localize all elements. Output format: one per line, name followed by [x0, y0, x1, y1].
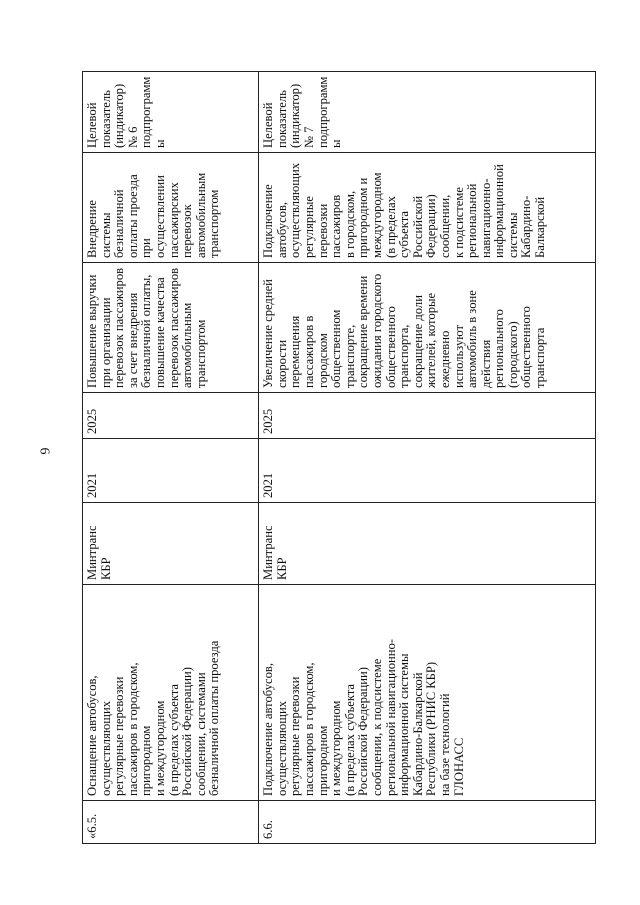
- row-number: «6.5.: [83, 801, 259, 844]
- start-year-cell: 2021: [83, 439, 259, 503]
- consequence-cell: Подключение автобусов, осуществляющих регулярные перевозки пассажиров в городском, пригородном и междугородном (в пределах субъекта Российской Федерации) сообщении, к подсистеме региональной навигационно- информационной системы Кабардино- Балкарской: [259, 153, 596, 263]
- indicator-link-cell: Целевой показатель (индикатор) № 7 подпрограммы: [259, 72, 596, 153]
- executor-cell: Минтранс КБР: [83, 503, 259, 585]
- measures-table: [82, 71, 596, 844]
- indicator-link-cell: Целевой показатель (индикатор) № 6 подпрограммы: [83, 72, 259, 153]
- executor-cell: Минтранс КБР: [259, 503, 596, 585]
- page-number: 6: [36, 447, 52, 455]
- table-row: [83, 72, 259, 844]
- row-number: 6.6.: [259, 801, 596, 844]
- end-year-cell: 2025: [83, 393, 259, 439]
- measure-cell: Оснащение автобусов, осуществляющих регулярные перевозки пассажиров в городском, пригородном и междугородном (в пределах субъекта Российской Федерации) сообщении, системами безналичной оплаты проезда: [83, 585, 259, 801]
- end-year-cell: 2025: [259, 393, 596, 439]
- expected-result-cell: Повышение выручки при организации перевозок пассажиров за счет внедрения безналичной оплаты, повышение качества перевозок пассажиров автомобильным транспортом: [83, 263, 259, 393]
- consequence-cell: Внедрение системы безналичной оплаты проезда при осуществлении пассажирских перевозок автомобильным транспортом: [83, 153, 259, 263]
- start-year-cell: 2021: [259, 439, 596, 503]
- expected-result-cell: Увеличение средней скорости перемещения пассажиров в городском общественном транспорте, сокращение времени ожидания городского общественного транспорта, сокращение доли жителей, которые ежедневно используют автомобиль в зоне действия регионального (городского) общественного транспорта: [259, 263, 596, 393]
- table-row: [259, 72, 596, 844]
- measure-cell: Подключение автобусов, осуществляющих регулярные перевозки пассажиров в городском, пригородном и междугородном (в пределах субъекта Российской Федерации) сообщении, к подсистеме региональной навигационно- информационной системы Кабардино-Балкарской Республики (РНИС КБР) на базе технологий ГЛОНАСС: [259, 585, 596, 801]
- rotated-table-wrapper: [82, 72, 596, 844]
